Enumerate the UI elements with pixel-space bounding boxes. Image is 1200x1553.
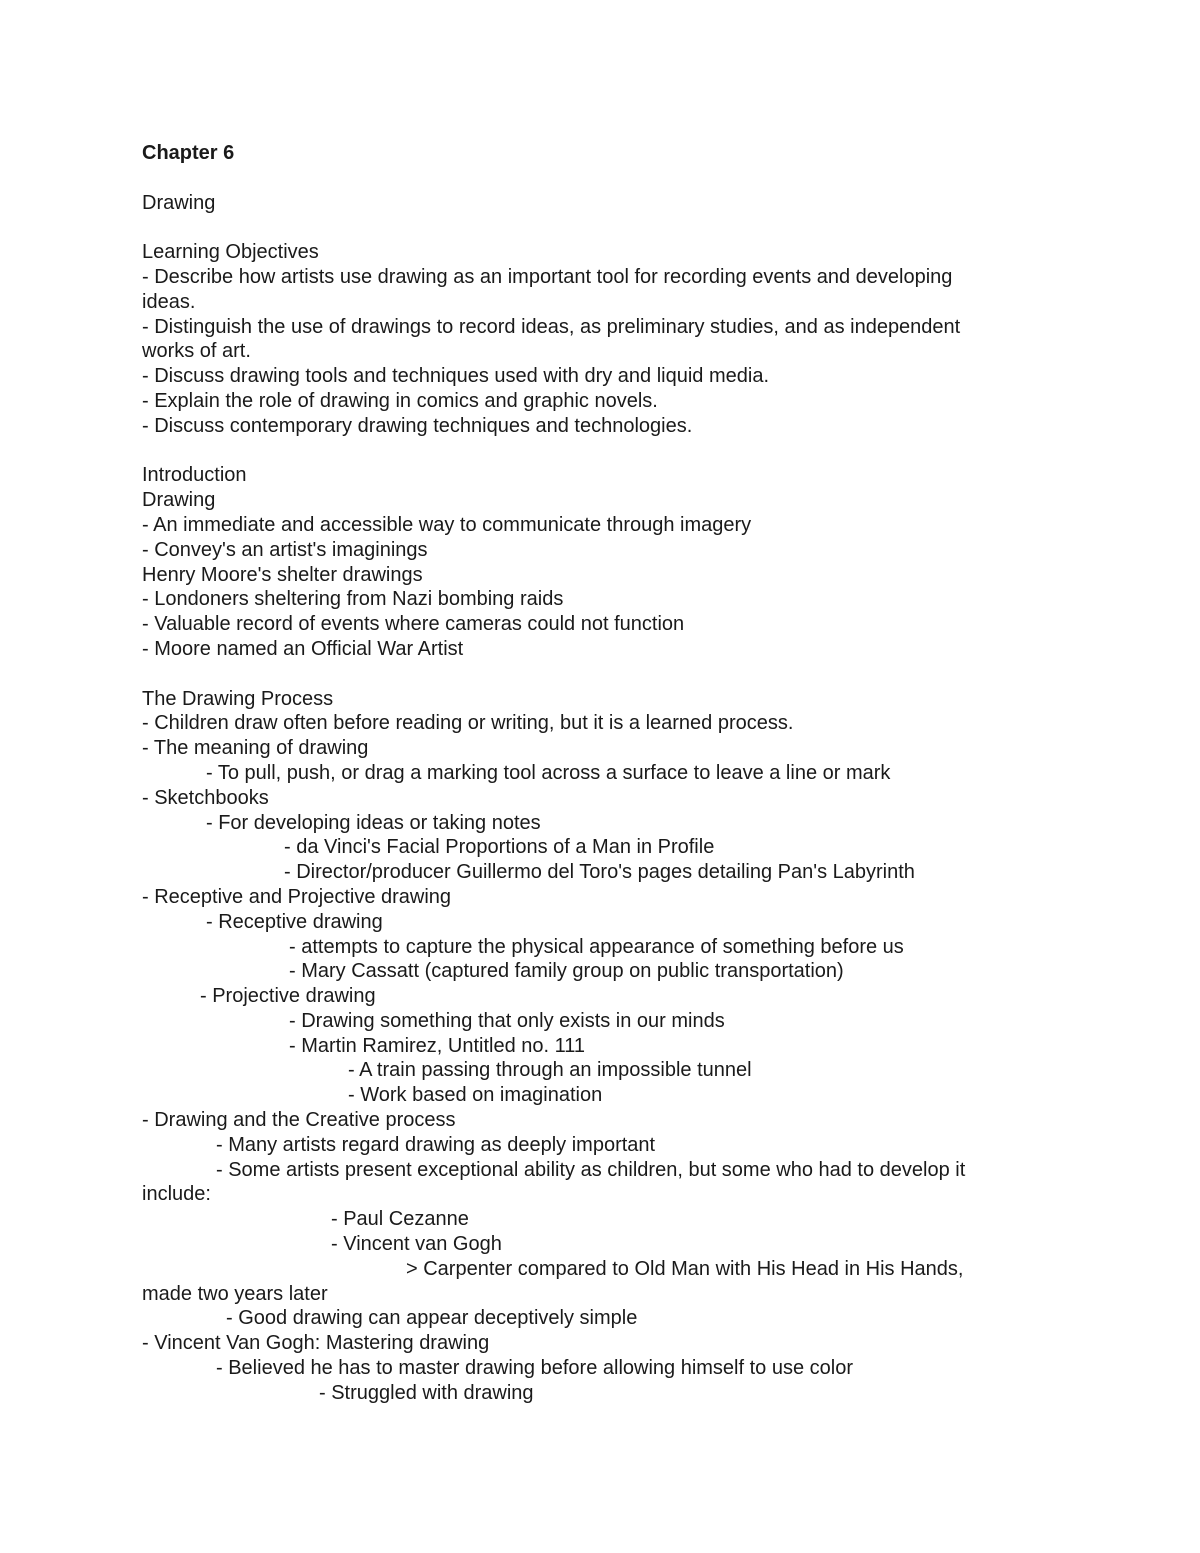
- process-line: - Receptive drawing: [206, 910, 383, 933]
- process-line: - Work based on imagination: [348, 1084, 603, 1107]
- objectives-heading: Learning Objectives: [142, 241, 319, 264]
- process-line: - Vincent van Gogh: [331, 1233, 502, 1256]
- spacer: [142, 166, 1042, 191]
- intro-point: - An immediate and accessible way to communicate through imagery: [142, 513, 752, 536]
- document-body: [142, 141, 1042, 1406]
- process-line: include:: [142, 1183, 211, 1206]
- process-line: - Vincent Van Gogh: Mastering drawing: [142, 1332, 490, 1355]
- process-line: - Drawing and the Creative process: [142, 1109, 456, 1132]
- moore-label: Henry Moore's shelter drawings: [142, 563, 423, 586]
- process-line: - The meaning of drawing: [142, 737, 369, 760]
- process-line: - To pull, push, or drag a marking tool across a surface to leave a line or mark: [206, 761, 891, 784]
- objective-line: - Discuss drawing tools and techniques used with dry and liquid media.: [142, 365, 770, 388]
- process-line: made two years later: [142, 1282, 328, 1305]
- process-line: - A train passing through an impossible tunnel: [348, 1059, 752, 1082]
- process-line: - Believed he has to master drawing before allowing himself to use color: [216, 1357, 853, 1380]
- objective-line: ideas.: [142, 290, 196, 313]
- process-line: - attempts to capture the physical appearance of something before us: [289, 935, 904, 958]
- process-line: - Projective drawing: [200, 985, 376, 1008]
- process-line: - For developing ideas or taking notes: [206, 811, 541, 834]
- spacer: [142, 215, 1042, 240]
- moore-point: - Moore named an Official War Artist: [142, 637, 464, 660]
- drawing-label: Drawing: [142, 489, 216, 512]
- introduction-heading: Introduction: [142, 464, 247, 487]
- objective-line: works of art.: [142, 340, 251, 363]
- process-line: - Struggled with drawing: [319, 1381, 534, 1404]
- process-line: - Director/producer Guillermo del Toro's pages detailing Pan's Labyrinth: [284, 861, 915, 884]
- objective-line: - Explain the role of drawing in comics and graphic novels.: [142, 389, 658, 412]
- objective-line: - Distinguish the use of drawings to record ideas, as preliminary studies, and as independent: [142, 315, 961, 338]
- process-line: - Martin Ramirez, Untitled no. 111: [289, 1034, 586, 1057]
- process-line: - Children draw often before reading or writing, but it is a learned process.: [142, 712, 794, 735]
- spacer: [142, 439, 1042, 464]
- process-line: - Receptive and Projective drawing: [142, 885, 452, 908]
- spacer: [142, 662, 1042, 687]
- process-line: - Drawing something that only exists in our minds: [289, 1009, 725, 1032]
- process-line: - da Vinci's Facial Proportions of a Man in Profile: [284, 836, 715, 859]
- process-line: - Paul Cezanne: [331, 1208, 469, 1231]
- process-line: > Carpenter compared to Old Man with His Head in His Hands,: [406, 1257, 964, 1280]
- chapter-title: Chapter 6: [142, 142, 235, 164]
- process-line: - Good drawing can appear deceptively simple: [226, 1307, 638, 1330]
- intro-point: - Convey's an artist's imaginings: [142, 538, 428, 561]
- process-line: - Many artists regard drawing as deeply important: [216, 1133, 656, 1156]
- process-line: - Some artists present exceptional ability as children, but some who had to develop it: [216, 1158, 966, 1181]
- process-heading: The Drawing Process: [142, 687, 334, 710]
- process-line: - Mary Cassatt (captured family group on public transportation): [289, 960, 844, 983]
- objective-line: - Discuss contemporary drawing techniques and technologies.: [142, 414, 693, 437]
- process-line: - Sketchbooks: [142, 786, 269, 809]
- moore-point: - Londoners sheltering from Nazi bombing raids: [142, 588, 564, 611]
- objective-line: - Describe how artists use drawing as an important tool for recording events and developing: [142, 265, 953, 288]
- subject-title: Drawing: [142, 191, 216, 214]
- moore-point: - Valuable record of events where cameras could not function: [142, 613, 685, 636]
